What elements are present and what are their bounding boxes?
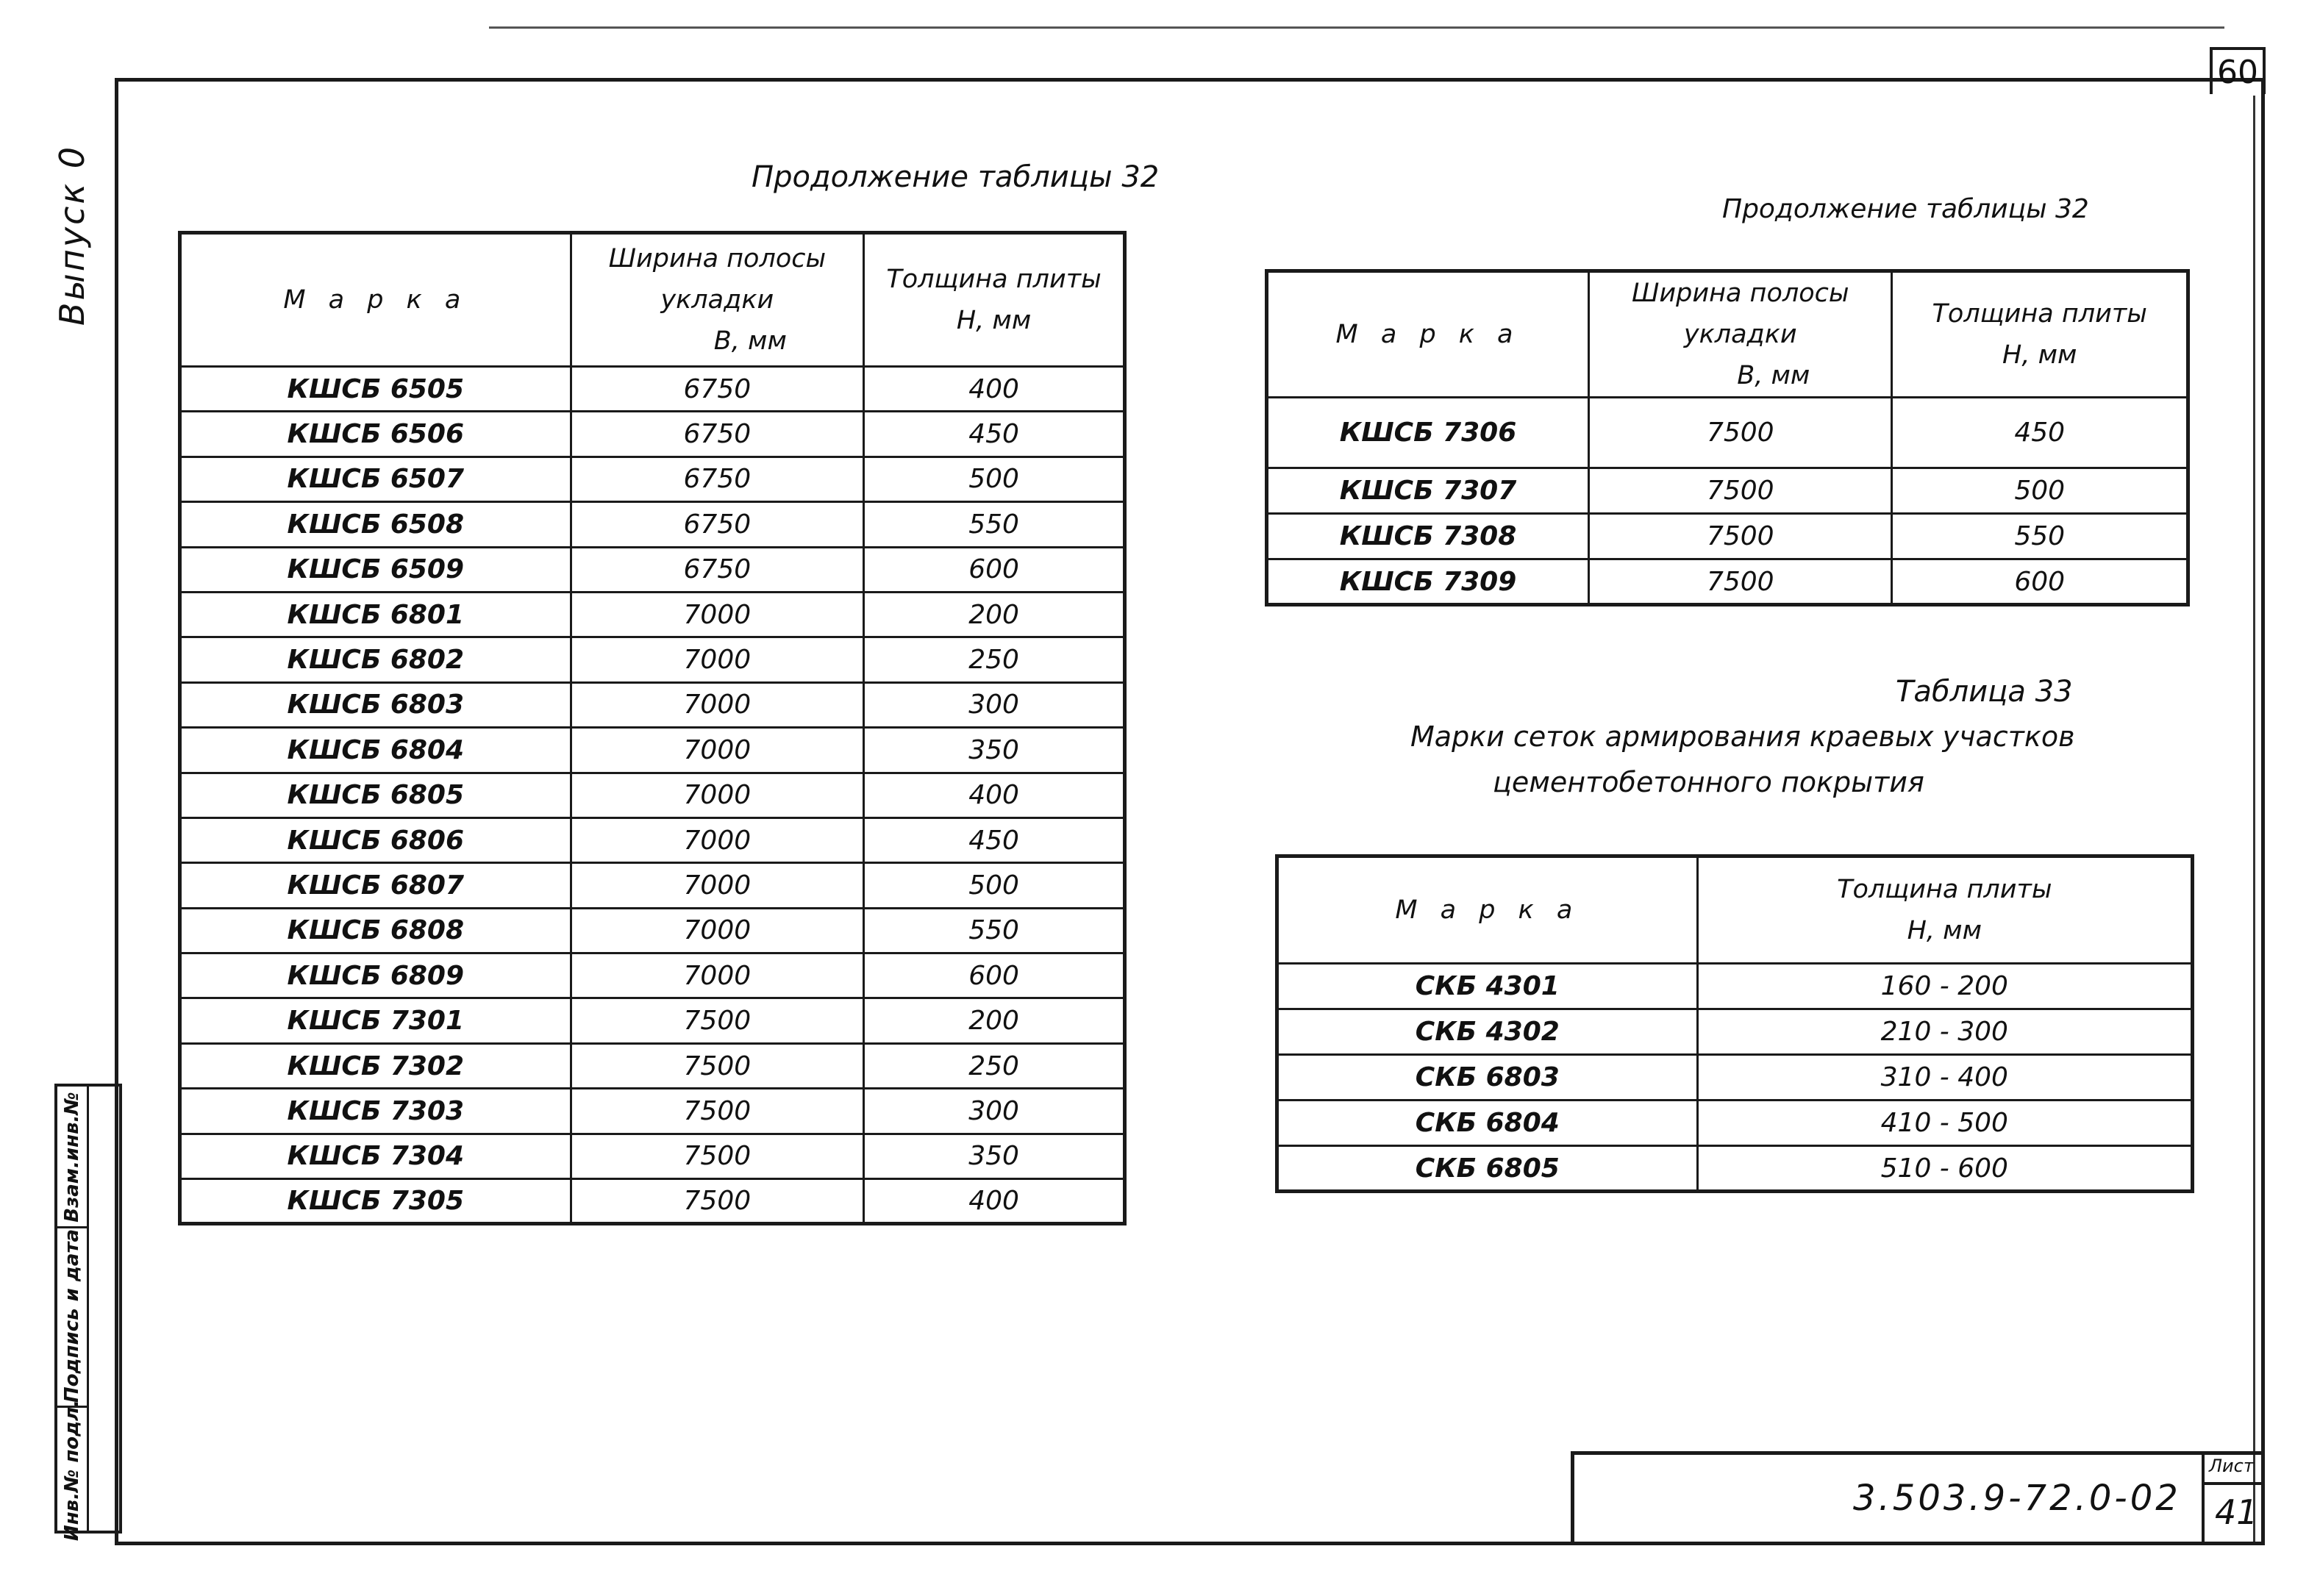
- sheet-label: Лист: [2209, 1456, 2254, 1476]
- side-stamp-divider: [57, 1226, 87, 1228]
- cell-mark: СКБ 6804: [1277, 1101, 1698, 1146]
- table-row: [180, 1134, 1125, 1178]
- top-edge-line: [489, 26, 2224, 29]
- col-header-mark: М а р к а: [1267, 271, 1589, 398]
- cell-mark: КШСБ 6509: [180, 547, 571, 592]
- cell-width: 7500: [1589, 468, 1892, 514]
- cell-mark: КШСБ 6507: [180, 457, 571, 501]
- cell-thickness: 600: [864, 547, 1125, 592]
- cell-width: 7500: [571, 1134, 864, 1178]
- cell-thickness: 450: [1892, 398, 2188, 468]
- col-header-thickness: [1892, 271, 2188, 398]
- cell-width: 7000: [571, 728, 864, 773]
- cell-mark: КШСБ 6802: [180, 637, 571, 682]
- side-stamp: [54, 1084, 122, 1542]
- col-header-mark: М а р к а: [1277, 856, 1698, 964]
- cell-thickness: 510 - 600: [1697, 1146, 2192, 1192]
- cell-thickness: 300: [864, 682, 1125, 727]
- cell-thickness: 200: [864, 998, 1125, 1043]
- table-row: [180, 773, 1125, 817]
- table-row: [180, 953, 1125, 998]
- cell-thickness: 400: [864, 773, 1125, 817]
- cell-width: 7000: [571, 863, 864, 908]
- cell-width: 7500: [571, 1089, 864, 1134]
- cell-thickness: 500: [864, 863, 1125, 908]
- page-number: 60: [2210, 47, 2266, 94]
- table-row: [180, 637, 1125, 682]
- cell-thickness: 500: [864, 457, 1125, 501]
- table-row: [1267, 398, 2188, 468]
- cell-thickness: 400: [864, 1179, 1125, 1224]
- cell-width: 7500: [571, 998, 864, 1043]
- cell-mark: КШСБ 6508: [180, 502, 571, 547]
- cell-mark: КШСБ 6809: [180, 953, 571, 998]
- header-line: Н, мм: [1907, 916, 1982, 945]
- cell-width: 6750: [571, 367, 864, 412]
- table-row: [180, 908, 1125, 953]
- table-row: [180, 1089, 1125, 1134]
- cell-width: 7000: [571, 592, 864, 637]
- cell-thickness: 550: [1892, 514, 2188, 559]
- cell-mark: КШСБ 7304: [180, 1134, 571, 1178]
- table-33-title-line-1: Марки сеток армирования краевых участков: [1410, 720, 2075, 753]
- table-row: [180, 592, 1125, 637]
- cell-width: 6750: [571, 547, 864, 592]
- table-row: [180, 412, 1125, 457]
- cell-mark: КШСБ 6505: [180, 367, 571, 412]
- cell-thickness: 450: [864, 817, 1125, 862]
- cell-thickness: 600: [864, 953, 1125, 998]
- table-row: [1267, 468, 2188, 514]
- table-row: [180, 1043, 1125, 1088]
- cell-width: 7000: [571, 908, 864, 953]
- cell-mark: КШСБ 7308: [1267, 514, 1589, 559]
- table-row: [1277, 1146, 2193, 1192]
- cell-thickness: 210 - 300: [1697, 1009, 2192, 1055]
- sheet-number: 41: [2215, 1492, 2258, 1532]
- table-row: [1277, 964, 2193, 1009]
- cell-width: 7500: [571, 1043, 864, 1088]
- cell-mark: КШСБ 6506: [180, 412, 571, 457]
- side-stamp-divider: [87, 1087, 89, 1531]
- table-row: [1277, 1055, 2193, 1101]
- issue-label: Выпуск 0: [52, 144, 92, 326]
- table-32-part-2: [1265, 269, 2190, 606]
- cell-mark: КШСБ 6807: [180, 863, 571, 908]
- cell-mark: КШСБ 7303: [180, 1089, 571, 1134]
- cell-width: 6750: [571, 502, 864, 547]
- cell-thickness: 350: [864, 1134, 1125, 1178]
- header-line: Толщина плиты: [886, 265, 1102, 294]
- cell-width: 7500: [1589, 559, 1892, 605]
- cell-mark: СКБ 4301: [1277, 964, 1698, 1009]
- cell-width: 7500: [1589, 514, 1892, 559]
- cell-thickness: 300: [864, 1089, 1125, 1134]
- col-header-thickness: [864, 233, 1125, 367]
- header-line: Н, мм: [2002, 340, 2077, 370]
- table-row: [180, 728, 1125, 773]
- header-line: Ширина полосы: [608, 244, 827, 273]
- header-line: В, мм: [713, 326, 787, 356]
- header-line: укладки: [1683, 320, 1797, 349]
- header-line: В, мм: [1737, 361, 1810, 390]
- cell-width: 7000: [571, 682, 864, 727]
- cell-width: 7500: [571, 1179, 864, 1224]
- cell-thickness: 250: [864, 1043, 1125, 1088]
- cell-width: 7500: [1589, 398, 1892, 468]
- cell-mark: КШСБ 6801: [180, 592, 571, 637]
- cell-thickness: 600: [1892, 559, 2188, 605]
- cell-thickness: 550: [864, 502, 1125, 547]
- cell-width: 6750: [571, 457, 864, 501]
- cell-mark: КШСБ 7301: [180, 998, 571, 1043]
- table-row: [1267, 514, 2188, 559]
- table-32-part-1: [178, 231, 1127, 1225]
- header-line: укладки: [660, 285, 774, 315]
- table-33: [1275, 854, 2194, 1193]
- left-table-caption: Продолжение таблицы 32: [752, 160, 1160, 194]
- cell-width: 7000: [571, 773, 864, 817]
- table-row: [180, 547, 1125, 592]
- cell-mark: КШСБ 7307: [1267, 468, 1589, 514]
- cell-mark: СКБ 6805: [1277, 1146, 1698, 1192]
- table-row: [1277, 1101, 2193, 1146]
- table-row: [180, 863, 1125, 908]
- cell-thickness: 450: [864, 412, 1125, 457]
- col-header-mark: М а р к а: [180, 233, 571, 367]
- cell-thickness: 160 - 200: [1697, 964, 2192, 1009]
- cell-width: 7000: [571, 953, 864, 998]
- cell-mark: КШСБ 6804: [180, 728, 571, 773]
- right-table-caption: Продолжение таблицы 32: [1722, 194, 2089, 224]
- cell-thickness: 200: [864, 592, 1125, 637]
- cell-width: 7000: [571, 817, 864, 862]
- cell-mark: КШСБ 7305: [180, 1179, 571, 1224]
- cell-thickness: 350: [864, 728, 1125, 773]
- table-row: [180, 457, 1125, 501]
- cell-thickness: 250: [864, 637, 1125, 682]
- col-header-width: [571, 233, 864, 367]
- cell-mark: КШСБ 6808: [180, 908, 571, 953]
- frame-right-double-line: [2253, 96, 2255, 1545]
- table-33-title-line-2: цементобетонного покрытия: [1493, 766, 1924, 798]
- table-row: [180, 367, 1125, 412]
- header-line: Н, мм: [956, 306, 1032, 335]
- cell-mark: СКБ 4302: [1277, 1009, 1698, 1055]
- cell-width: 7000: [571, 637, 864, 682]
- table-row: [180, 1179, 1125, 1224]
- col-header-thickness: [1697, 856, 2192, 964]
- cell-mark: КШСБ 7309: [1267, 559, 1589, 605]
- header-line: Ширина полосы: [1631, 279, 1849, 308]
- header-line: Толщина плиты: [1837, 875, 2052, 904]
- cell-mark: КШСБ 7302: [180, 1043, 571, 1088]
- stamp-label-replacement-inv: Взам.инв.№: [61, 1092, 83, 1223]
- cell-thickness: 410 - 500: [1697, 1101, 2192, 1146]
- cell-mark: КШСБ 6805: [180, 773, 571, 817]
- cell-width: 6750: [571, 412, 864, 457]
- stamp-label-original-inv: Инв.№ подл.: [61, 1399, 83, 1542]
- cell-mark: СКБ 6803: [1277, 1055, 1698, 1101]
- table-row: [180, 817, 1125, 862]
- sheet-box-divider: [2205, 1482, 2265, 1485]
- table-row: [180, 682, 1125, 727]
- document-code: 3.503.9-72.0-02: [1853, 1478, 2181, 1519]
- table-33-number: Таблица 33: [1896, 675, 2073, 709]
- cell-thickness: 310 - 400: [1697, 1055, 2192, 1101]
- cell-mark: КШСБ 6803: [180, 682, 571, 727]
- table-row: [1267, 559, 2188, 605]
- cell-thickness: 550: [864, 908, 1125, 953]
- cell-mark: КШСБ 6806: [180, 817, 571, 862]
- table-row: [180, 502, 1125, 547]
- stamp-label-signature-date: Подпись и дата: [61, 1228, 83, 1403]
- cell-thickness: 500: [1892, 468, 2188, 514]
- table-row: [1277, 1009, 2193, 1055]
- col-header-width: [1589, 271, 1892, 398]
- cell-thickness: 400: [864, 367, 1125, 412]
- header-line: Толщина плиты: [1932, 299, 2147, 329]
- cell-mark: КШСБ 7306: [1267, 398, 1589, 468]
- table-row: [180, 998, 1125, 1043]
